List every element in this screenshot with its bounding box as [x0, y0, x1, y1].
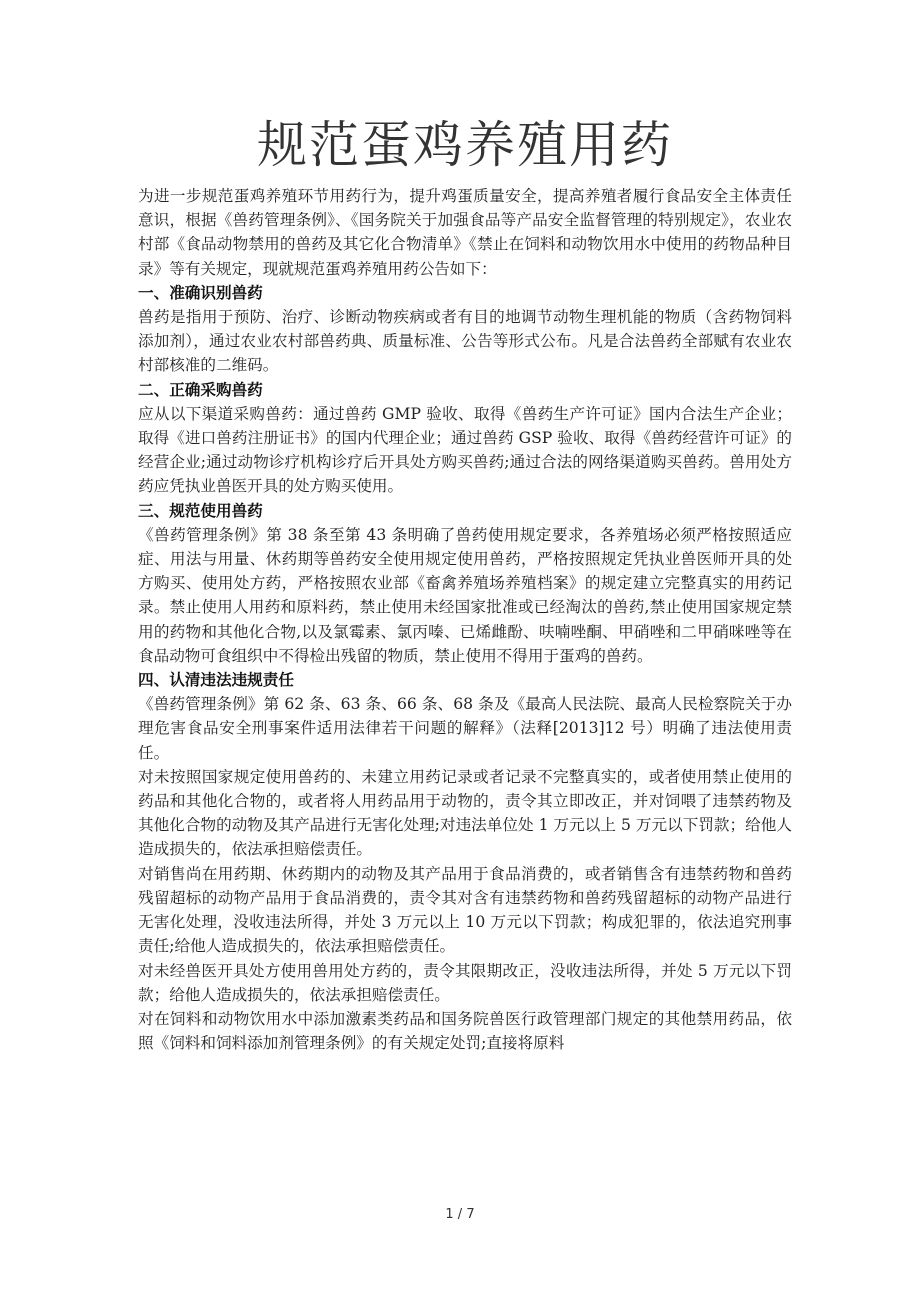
section-4-paragraph-3: 对销售尚在用药期、休药期内的动物及其产品用于食品消费的，或者销售含有违禁药物和兽药残留超标的动物产品用于食品消费的，责令其对含有违禁药物和兽药残留超标的动物产品进行无害化处理，没收违法所得，并处 3 万元以上 10 万元以下罚款；构成犯罪的，依法追究刑事责任;给他人造成损失的，依法承担赔偿责任。: [138, 864, 792, 956]
section-1-paragraph: 兽药是指用于预防、治疗、诊断动物疾病或者有目的地调节动物生理机能的物质（含药物饲料添加剂），通过农业农村部兽药典、质量标准、公告等形式公布。凡是合法兽药全部赋有农业农村部核准的二维码。: [138, 308, 792, 375]
document-title: 规范蛋鸡养殖用药: [257, 116, 673, 174]
intro-paragraph: 为进一步规范蛋鸡养殖环节用药行为，提升鸡蛋质量安全，提高养殖者履行食品安全主体责任意识，根据《兽药管理条例》、《国务院关于加强食品等产品安全监督管理的特别规定》，农业农村部《食品动物禁用的兽药及其它化合物清单》《禁止在饲料和动物饮用水中使用的药物品种目录》等有关规定，现就规范蛋鸡养殖用药公告如下：: [138, 187, 792, 278]
section-4-paragraph-1: 《兽药管理条例》第 62 条、63 条、66 条、68 条及《最高人民法院、最高人民检察院关于办理危害食品安全刑事案件适用法律若干问题的解释》（法释[2013]12 号）明确了违法使用责任。: [138, 695, 792, 762]
page-number: 1 / 7: [445, 1207, 475, 1222]
section-heading-3: 三、规范使用兽药: [138, 501, 263, 520]
section-3-paragraph: 《兽药管理条例》第 38 条至第 43 条明确了兽药使用规定要求，各养殖场必须严格按照适应症、用法与用量、休药期等兽药安全使用规定使用兽药，严格按照规定凭执业兽医师开具的处方购买、使用处方药，严格按照农业部《畜禽养殖场养殖档案》的规定建立完整真实的用药记录。禁止使用人用药和原料药，禁止使用未经国家批准或已经淘汰的兽药,禁止使用国家规定禁用的药物和其他化合物,以及氯霉素、氯丙嗪、已烯雌酚、呋喃唑酮、甲硝唑和二甲硝咪唑等在食品动物可食组织中不得检出残留的物质，禁止使用不得用于蛋鸡的兽药。: [138, 525, 792, 665]
section-heading-2: 二、正确采购兽药: [138, 380, 263, 399]
section-2-paragraph: 应从以下渠道采购兽药：通过兽药 GMP 验收、取得《兽药生产许可证》国内合法生产企业；取得《进口兽药注册证书》的国内代理企业；通过兽药 GSP 验收、取得《兽药经营许可证》的经营企业;通过动物诊疗机构诊疗后开具处方购买兽药;通过合法的网络渠道购买兽药。兽用处方药应凭执业兽医开具的处方购买使用。: [138, 404, 792, 496]
document-page: [138, 0, 792, 1055]
section-4-paragraph-2: 对未按照国家规定使用兽药的、未建立用药记录或者记录不完整真实的，或者使用禁止使用的药品和其他化合物的，或者将人用药品用于动物的，责令其立即改正，并对饲喂了违禁药物及其他化合物的动物及其产品进行无害化处理;对违法单位处 1 万元以上 5 万元以下罚款；给他人造成损失的，依法承担赔偿责任。: [138, 767, 792, 859]
section-4-paragraph-4: 对未经兽医开具处方使用兽用处方药的，责令其限期改正，没收违法所得，并处 5 万元以下罚款；给他人造成损失的，依法承担赔偿责任。: [138, 961, 792, 1004]
section-4-paragraph-5: 对在饲料和动物饮用水中添加激素类药品和国务院兽医行政管理部门规定的其他禁用药品，依照《饲料和饲料添加剂管理条例》的有关规定处罚;直接将原料: [138, 1009, 792, 1053]
section-heading-4: 四、认清违法违规责任: [138, 671, 294, 690]
section-heading-1: 一、准确识别兽药: [138, 283, 263, 302]
